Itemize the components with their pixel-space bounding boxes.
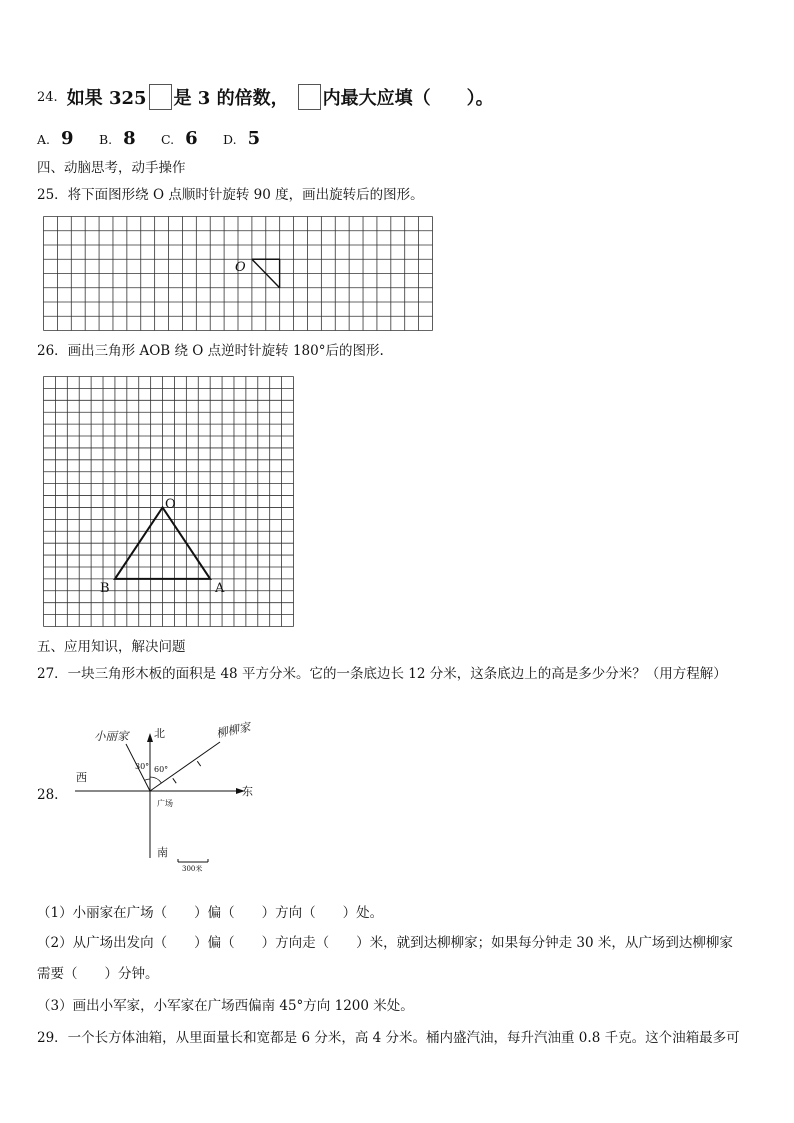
answer-box (298, 84, 321, 110)
question-25-text: 25．将下面图形绕 O 点顺时针旋转 90 度，画出旋转后的图形。 (37, 187, 424, 203)
point-o-label: O (235, 260, 246, 275)
question-28-part-3: （3）画出小军家，小军家在广场西偏南 45°方向 1200 米处。 (37, 998, 414, 1014)
question-28-number: 28. (37, 787, 59, 803)
south-label: 南 (157, 846, 168, 859)
angle-arc-30 (145, 779, 151, 780)
option-a (37, 128, 99, 149)
question-text-before: 如果 325 (66, 88, 147, 109)
option-value: 6 (185, 128, 198, 149)
scale-label: 300米 (182, 865, 203, 873)
question-text-after: 内最大应填（ ）。 (322, 88, 494, 109)
question-24 (37, 84, 494, 110)
square-label: 广场 (157, 799, 173, 808)
question-28-part-2-cont: 需要（ ）分钟。 (37, 966, 159, 982)
question-28-part-2: （2）从广场出发向（ ）偏（ ）方向走（ ）米，就到达柳柳家；如果每分钟走 30 米，从广场到达柳柳家 (37, 935, 733, 951)
point-o-label: O (165, 497, 176, 512)
section-heading-4: 四、动脑思考，动手操作 (37, 160, 186, 176)
angle-label-30: 30° (135, 762, 150, 771)
west-label: 西 (76, 771, 87, 784)
xiaoli-home-label: 小丽家 (94, 729, 129, 743)
north-label: 北 (154, 727, 165, 740)
question-number: 24. (37, 89, 58, 105)
option-label: D. (223, 132, 237, 147)
point-a-label: A (215, 581, 225, 596)
question-29-text: 29．一个长方体油箱，从里面量长和宽都是 6 分米，高 4 分米。桶内盛汽油，每升汽油重 0.8 千克。这个油箱最多可 (37, 1030, 740, 1046)
question-26-text: 26．画出三角形 AOB 绕 O 点逆时针旋转 180°后的图形. (37, 343, 384, 359)
option-d (223, 128, 285, 149)
north-arrow-icon (147, 733, 153, 742)
option-value: 8 (123, 128, 136, 149)
option-label: B. (99, 132, 113, 147)
east-label: 东 (242, 785, 253, 798)
option-label: A. (37, 132, 51, 147)
angle-arc-60 (150, 777, 162, 783)
point-b-label: B (100, 581, 110, 596)
option-value: 9 (61, 128, 74, 149)
answer-box (149, 84, 172, 110)
angle-label-60: 60° (154, 765, 169, 774)
direction-diagram (60, 718, 270, 878)
option-value: 5 (247, 128, 261, 149)
option-label: C. (161, 132, 175, 147)
scale-tick (197, 761, 200, 766)
option-b (99, 128, 161, 149)
question-27-text: 27．一块三角形木板的面积是 48 平方分米。它的一条底边长 12 分米，这条底边上的高是多少分米？（用方程解） (37, 666, 727, 682)
question-text-middle: 是 3 的倍数， (173, 88, 289, 109)
scale-tick (173, 778, 176, 783)
q24-options (37, 128, 285, 149)
section-heading-5: 五、应用知识，解决问题 (37, 639, 186, 655)
option-c (161, 128, 223, 149)
question-28-part-1: （1）小丽家在广场（ ）偏（ ）方向（ ）处。 (37, 905, 384, 921)
liuliu-home-label: 柳柳家 (214, 719, 252, 741)
